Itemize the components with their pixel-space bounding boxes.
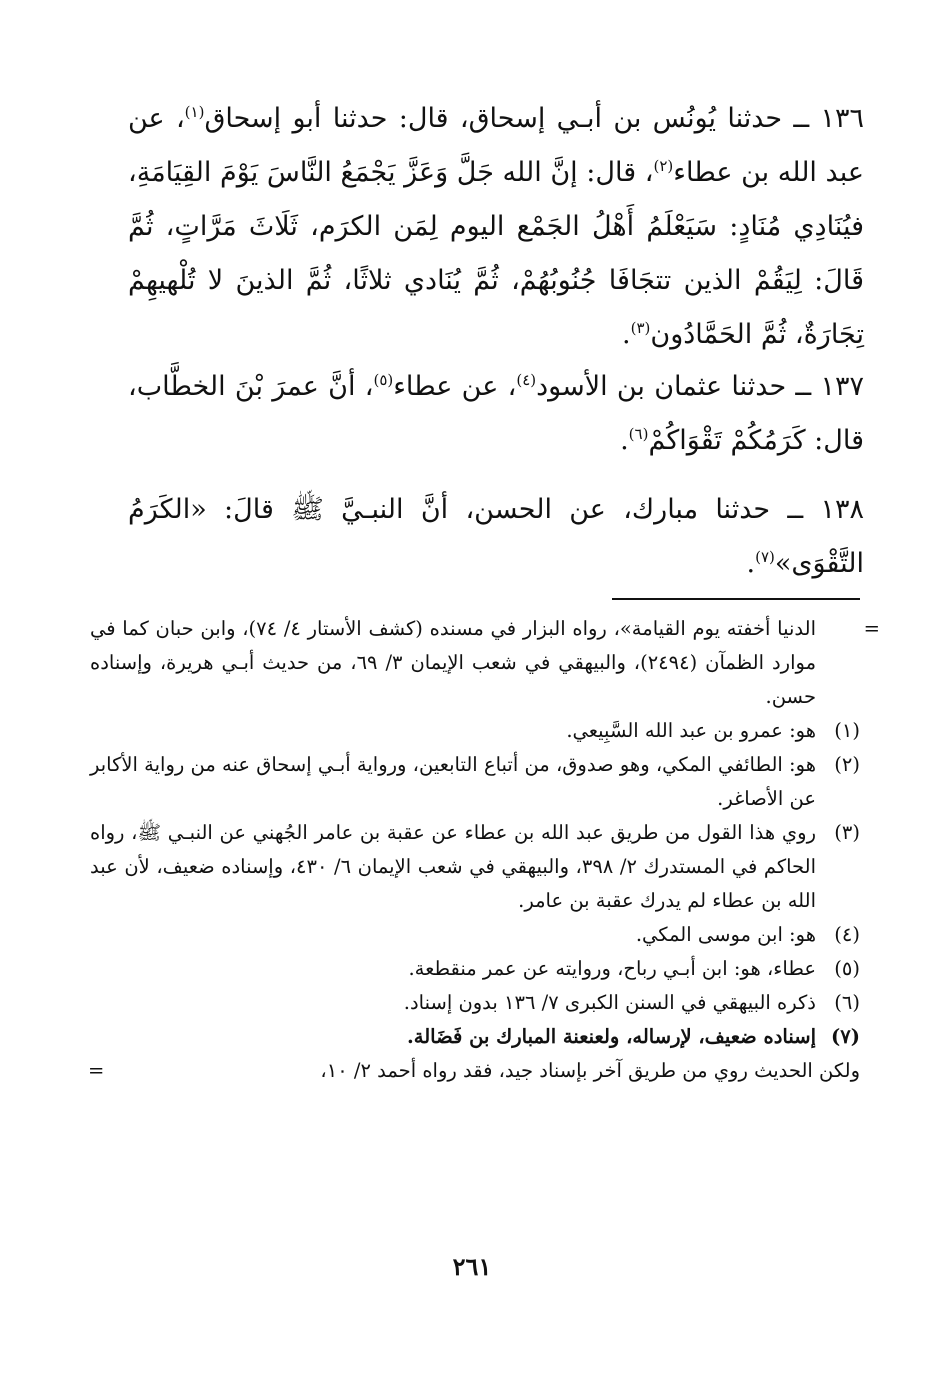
footnote-carryover-text: الدنيا أخفته يوم القيامة»، رواه البزار في مسنده (كشف الأستار ٤/ ٧٤)، وابن حبان كما في موارد الظمآن (٢٤٩٤)، والبيهقي في شعب الإيمان ٣/ ٦٩، من حديث أبـي هريرة، وإسناده حسن. bbox=[90, 617, 817, 708]
hadith-136-text-3: ، قال: إنَّ الله جَلَّ وَعَزَّ يَجْمَعُ النَّاسَ يَوْمَ القِيَامَةِ، فيُنَادِي مُنَادٍ: سَيَعْلَمُ أَهْلُ الجَمْع اليوم لِمَن الكرَم، ثَلَاثَ مَرَّاتٍ، ثُمَّ قَالَ: لِيَقُمْ الذين تتجَافَا جُنُوبُهُمْ، ثُمَّ يُنَادي ثلاثًا، ثُمَّ الذينَ لا تُلْهيهِمْ تِجَارَةٌ، ثُمَّ الحَمَّادُون bbox=[128, 157, 864, 350]
footnote-3 bbox=[90, 816, 860, 918]
footnote-1 bbox=[90, 714, 860, 748]
footnote-number: (٢) bbox=[834, 753, 860, 776]
hadith-137-text-2: ، عن عطاء bbox=[393, 371, 517, 402]
footnote-text: عطاء، هو: ابن أبـي رباح، وروايته عن عمر منقطعة. bbox=[408, 957, 816, 980]
hadith-138-text-1: ١٣٨ ــ حدثنا مبارك، عن الحسن، أنَّ النبـيَّ ﷺ قالَ: «الكَرَمُ التَّقْوَى» bbox=[128, 494, 864, 579]
footnote-last-line: ولكن الحديث روي من طريق آخر بإسناد جيد، فقد رواه أحمد ٢/ ١٠، bbox=[320, 1059, 860, 1082]
footnotes bbox=[88, 612, 880, 1088]
footnote-ref-5[interactable]: (٥) bbox=[373, 371, 394, 389]
footnote-number: (٤) bbox=[834, 923, 860, 946]
hadith-137 bbox=[128, 360, 864, 468]
footnote-6 bbox=[90, 986, 860, 1020]
hadith-137-end: . bbox=[620, 425, 629, 456]
footnote-ref-6[interactable]: (٦) bbox=[628, 425, 649, 443]
footnote-4 bbox=[90, 918, 860, 952]
hadith-138 bbox=[128, 483, 864, 591]
footnote-ref-7[interactable]: (٧) bbox=[755, 548, 775, 566]
hadith-136 bbox=[128, 92, 864, 362]
footnote-number: (٣) bbox=[834, 821, 860, 844]
page-number: ٢٦١ bbox=[452, 1252, 492, 1281]
footnote-divider bbox=[612, 598, 860, 600]
footnote-text: هو: الطائفي المكي، وهو صدوق، من أتباع التابعين، ورواية أبـي إسحاق عنه من رواية الأكابر عن الأصاغر. bbox=[90, 753, 816, 810]
footnote-ref-2[interactable]: (٢) bbox=[653, 157, 674, 175]
footnote-ref-3[interactable]: (٣) bbox=[630, 319, 651, 337]
hadith-137-text-3: ، أنَّ عمرَ بْنَ الخطَّاب، قال: كَرَمُكُمْ تَقْوَاكُمْ bbox=[128, 371, 864, 456]
footnote-ref-1[interactable]: (١) bbox=[184, 103, 205, 121]
footnote-5 bbox=[90, 952, 860, 986]
hadith-136-text-2: ، عن عبد الله بن عطاء bbox=[128, 103, 864, 188]
hadith-136-text-1: ١٣٦ ــ حدثنا يُونُس بن أبـي إسحاق، قال: حدثنا أبو إسحاق bbox=[204, 103, 865, 134]
footnote-number: (٧) bbox=[831, 1025, 860, 1048]
footnote-carryover bbox=[90, 612, 880, 714]
footnote-number: (٥) bbox=[834, 957, 860, 980]
hadith-136-end: . bbox=[622, 319, 631, 350]
footnote-text: هو: عمرو بن عبد الله السَّبِيعي. bbox=[566, 719, 816, 742]
hadith-138-end: . bbox=[746, 548, 756, 579]
footnote-text: إسناده ضعيف، لإرساله، ولعنعنة المبارك بن فَضَالة. bbox=[406, 1025, 816, 1048]
footnote-text: روي هذا القول من طريق عبد الله بن عطاء عن عقبة بن عامر الجُهني عن النبـي ﷺ، رواه الحاكم في المستدرك ٢/ ٣٩٨، والبيهقي في شعب الإيمان ٦/ ٤٣٠، وإسناده ضعيف، لأن عبد الله بن عطاء لم يدرك عقبة بن عامر. bbox=[90, 821, 817, 912]
footnote-ref-4[interactable]: (٤) bbox=[516, 371, 537, 389]
footnote-number: (٦) bbox=[834, 991, 860, 1014]
continuation-mark: = bbox=[863, 617, 880, 640]
footnote-number: (١) bbox=[834, 719, 860, 742]
footnote-text: هو: ابن موسى المكي. bbox=[635, 923, 816, 946]
footnote-text: ذكره البيهقي في السنن الكبرى ٧/ ١٣٦ بدون إسناد. bbox=[403, 991, 816, 1014]
continues-mark: = bbox=[88, 1059, 105, 1082]
footnote-7 bbox=[90, 1020, 860, 1054]
footnote-7-continuation bbox=[90, 1054, 860, 1088]
hadith-137-text-1: ١٣٧ ــ حدثنا عثمان بن الأسود bbox=[536, 371, 864, 402]
footnote-2 bbox=[90, 748, 860, 816]
